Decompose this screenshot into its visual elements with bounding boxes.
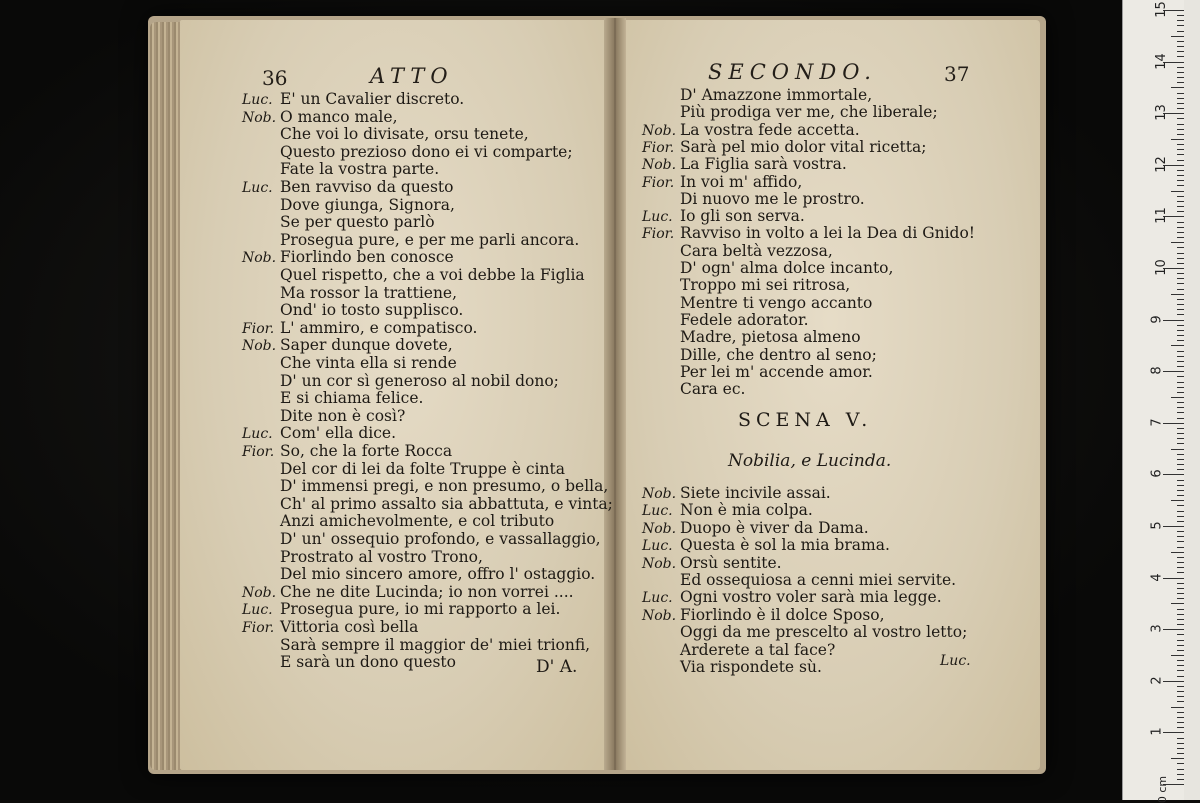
verse-text: Dite non è così?: [280, 406, 406, 425]
verse-line: [242, 231, 579, 250]
book-gutter: [604, 18, 626, 770]
verse-text: L' ammiro, e compatisco.: [280, 318, 478, 337]
verse-text: Oggi da me prescelto al vostro letto;: [680, 623, 968, 642]
verse-text: Cara beltà vezzosa,: [680, 241, 833, 260]
verse-line: [242, 442, 452, 462]
speaker-label: Nob.: [642, 520, 677, 537]
verse-text: Ravviso in volto a lei la Dea di Gnido!: [680, 224, 976, 243]
ruler-number: 7: [1149, 418, 1165, 427]
verse-line: [242, 266, 585, 285]
right-catchword: Luc.: [940, 653, 971, 669]
speaker-label: Nob.: [642, 486, 677, 502]
speaker-label: Luc.: [642, 590, 673, 607]
speaker-label: Luc.: [242, 426, 273, 443]
verse-text: So, che la forte Rocca: [280, 442, 453, 460]
verse-text: Quel rispetto, che a voi debbe la Figlia: [280, 266, 585, 284]
verse-text: Fiorlindo ben conosce: [280, 248, 454, 267]
verse-line: [642, 86, 872, 105]
verse-text: Anzi amichevolmente, e col tributo: [280, 512, 555, 531]
verse-text: Ogni vostro voler sarà mia legge.: [680, 588, 942, 607]
verse-text: Madre, pietosa almeno: [680, 328, 861, 347]
verse-line: [242, 301, 463, 320]
ruler-tick: [1163, 681, 1185, 682]
ruler-number: 6: [1149, 469, 1165, 479]
speaker-label: Nob.: [242, 338, 277, 355]
verse-line: [242, 213, 435, 232]
ruler-unit-label: 0 cm: [1156, 775, 1170, 803]
verse-text: D' immensi pregi, e non presumo, o bella,: [280, 477, 609, 496]
speaker-label: Fior.: [642, 139, 675, 156]
verse-text: Che voi lo divisate, orsu tenete,: [280, 125, 529, 144]
verse-text: E si chiama felice.: [280, 389, 424, 408]
verse-text: Fedele adorator.: [680, 310, 809, 329]
verse-text: Cara ec.: [680, 380, 746, 399]
scene-characters: Nobilia, e Lucinda.: [728, 451, 892, 471]
right-running-head: SECONDO.: [708, 60, 877, 84]
verse-text: D' un cor sì generoso al nobil dono;: [280, 371, 559, 390]
verse-line: [242, 618, 418, 638]
speaker-label: Fior.: [242, 620, 275, 636]
verse-line: [242, 196, 455, 215]
verse-line: [642, 346, 877, 365]
speaker-label: Nob.: [242, 250, 277, 267]
ruler-tick: [1171, 500, 1185, 501]
verse-text: Che ne dite Lucinda; io non vorrei ....: [280, 582, 574, 601]
verse-text: Prostrato al vostro Trono,: [280, 547, 483, 566]
verse-text: Prosegua pure, e per me parli ancora.: [280, 230, 580, 249]
verse-line: [642, 259, 893, 278]
ruler-tick: [1171, 36, 1185, 37]
ruler-strip: [1184, 0, 1200, 800]
verse-text: D' ogn' alma dolce incanto,: [680, 259, 894, 277]
verse-line: [642, 571, 956, 590]
speaker-label: Fior.: [242, 444, 275, 460]
speaker-label: Fior.: [642, 226, 675, 243]
verse-line: [242, 548, 483, 567]
scene-title: SCENA V.: [738, 409, 873, 431]
verse-line: [242, 407, 405, 426]
ruler-tick: [1171, 87, 1185, 88]
verse-text: Ond' io tosto supplisco.: [280, 301, 464, 320]
ruler-number: 10: [1153, 259, 1169, 276]
verse-text: Ch' al primo assalto sia abbattuta, e vinta;: [280, 494, 613, 513]
speaker-label: Fior.: [242, 320, 275, 337]
verse-text: Non è mia colpa.: [680, 501, 813, 520]
right-page-text-bottom: [642, 484, 972, 694]
verse-text: Del mio sincero amore, offro l' ostaggio.: [280, 565, 596, 584]
verse-line: [642, 623, 967, 642]
verse-text: Orsù sentite.: [680, 553, 782, 572]
verse-line: [242, 565, 595, 584]
speaker-label: Nob.: [242, 584, 277, 601]
verse-line: [242, 90, 464, 110]
verse-line: [642, 294, 872, 313]
verse-line: [642, 103, 938, 122]
verse-text: Saper dunque dovete,: [280, 336, 453, 355]
verse-line: [242, 108, 398, 128]
speaker-label: Luc.: [642, 538, 673, 555]
speaker-label: Luc.: [242, 602, 273, 619]
ruler-number: 9: [1149, 314, 1165, 324]
verse-text: Duopo è viver da Dama.: [680, 518, 869, 537]
speaker-label: Nob.: [242, 109, 277, 126]
verse-line: [242, 389, 423, 408]
verse-text: Questa è sol la mia brama.: [680, 536, 890, 555]
verse-text: Fiorlindo è il dolce Sposo,: [680, 605, 885, 624]
verse-line: [242, 319, 477, 339]
verse-text: Prosegua pure, io mi rapporto a lei.: [280, 600, 561, 619]
ruler-number: 1: [1149, 727, 1165, 737]
verse-line: [642, 311, 809, 330]
verse-line: [242, 160, 439, 179]
left-page-number: 36: [262, 66, 288, 90]
ruler-tick: [1163, 578, 1185, 579]
left-running-head: ATTO: [370, 64, 454, 88]
verse-text: Siete incivile assai.: [680, 484, 831, 502]
verse-text: Per lei m' accende amor.: [680, 362, 873, 381]
ruler-tick: [1171, 603, 1185, 604]
verse-text: Ed ossequiosa a cenni miei servite.: [680, 571, 957, 589]
verse-line: [642, 380, 745, 399]
verse-line: [642, 242, 833, 261]
verse-line: [642, 276, 850, 295]
ruler-number: 13: [1153, 104, 1169, 121]
speaker-label: Nob.: [642, 157, 677, 174]
verse-text: Com' ella dice.: [280, 424, 396, 443]
verse-line: [642, 641, 835, 660]
ruler-tick: [1163, 526, 1185, 527]
verse-line: [242, 424, 396, 444]
verse-line: [242, 248, 454, 268]
ruler-number: 5: [1149, 521, 1165, 530]
ruler-tick: [1171, 397, 1185, 398]
verse-line: [242, 284, 457, 303]
ruler-number: 12: [1153, 156, 1169, 173]
speaker-label: Luc.: [642, 209, 673, 226]
verse-line: [642, 658, 822, 677]
speaker-label: Nob.: [642, 555, 677, 572]
verse-text: La Figlia sarà vostra.: [680, 155, 847, 174]
verse-text: La vostra fede accetta.: [680, 120, 860, 139]
verse-text: Di nuovo me le prostro.: [680, 189, 865, 208]
verse-line: [242, 512, 554, 531]
verse-text: Via rispondete sù.: [680, 658, 822, 676]
verse-line: [242, 178, 454, 198]
verse-text: Troppo mi sei ritrosa,: [680, 276, 851, 295]
verse-line: [242, 530, 601, 549]
ruler-tick: [1163, 629, 1185, 630]
ruler-tick: [1163, 320, 1185, 321]
right-page-text-top: [642, 86, 976, 406]
speaker-label: Luc.: [242, 180, 273, 196]
verse-text: Sarà sempre il maggior de' miei trionfi,: [280, 635, 591, 654]
verse-line: [242, 143, 573, 162]
verse-text: Che vinta ella si rende: [280, 354, 457, 372]
verse-text: Dille, che dentro al seno;: [680, 345, 877, 364]
verse-line: [242, 653, 456, 672]
verse-text: Arderete a tal face?: [680, 640, 836, 659]
ruler-number: 2: [1149, 676, 1165, 685]
ruler-tick: [1171, 242, 1185, 243]
verse-text: E' un Cavalier discreto.: [280, 90, 465, 108]
verse-text: Fate la vostra parte.: [280, 160, 440, 179]
measuring-ruler: [1122, 0, 1185, 803]
verse-text: Dove giunga, Signora,: [280, 195, 455, 214]
verse-text: D' Amazzone immortale,: [680, 86, 873, 104]
verse-line: [242, 372, 559, 391]
verse-text: D' un' ossequio profondo, e vassallaggio,: [280, 530, 601, 548]
verse-line: [242, 125, 529, 144]
verse-text: Se per questo parlò: [280, 213, 435, 232]
ruler-number: 3: [1149, 624, 1165, 633]
verse-text: O manco male,: [280, 107, 398, 126]
verse-line: [242, 600, 560, 620]
verse-text: Ben ravviso da questo: [280, 178, 454, 196]
ruler-tick: [1163, 423, 1185, 424]
ruler-tick: [1171, 345, 1185, 346]
speaker-label: Luc.: [242, 92, 273, 108]
ruler-number: 15: [1153, 1, 1169, 18]
ruler-tick: [1171, 758, 1185, 759]
ruler-number: 14: [1153, 52, 1169, 70]
ruler-tick: [1171, 294, 1185, 295]
ruler-tick: [1163, 371, 1185, 372]
verse-line: [642, 363, 873, 382]
left-catchword: D' A.: [536, 657, 578, 677]
verse-line: [642, 328, 861, 347]
ruler-tick: [1171, 191, 1185, 192]
verse-text: Sarà pel mio dolor vital ricetta;: [680, 137, 927, 156]
verse-text: Questo prezioso dono ei vi comparte;: [280, 142, 573, 161]
verse-line: [642, 190, 865, 209]
ruler-tick: [1171, 552, 1185, 553]
ruler-tick: [1171, 449, 1185, 450]
verse-line: [242, 583, 574, 603]
speaker-label: Nob.: [642, 607, 677, 624]
ruler-tick: [1171, 655, 1185, 656]
verse-text: Io gli son serva.: [680, 207, 805, 226]
left-page-text: [242, 90, 613, 672]
ruler-number: 4: [1149, 572, 1165, 582]
verse-text: Mentre ti vengo accanto: [680, 293, 873, 312]
ruler-number: 8: [1149, 366, 1165, 375]
right-page-number: 37: [944, 62, 970, 86]
ruler-tick: [1163, 732, 1185, 733]
verse-line: [242, 495, 613, 514]
verse-text: Più prodiga ver me, che liberale;: [680, 103, 938, 122]
verse-line: [242, 636, 590, 655]
verse-line: [242, 354, 457, 373]
verse-line: [242, 460, 565, 479]
verse-text: Vittoria così bella: [280, 618, 419, 636]
verse-line: [242, 477, 608, 496]
speaker-label: Fior.: [642, 174, 675, 191]
speaker-label: Nob.: [642, 122, 677, 139]
verse-text: Del cor di lei da folte Truppe è cinta: [280, 459, 565, 478]
verse-text: In voi m' affido,: [680, 172, 803, 191]
verse-line: [242, 336, 453, 356]
ruler-tick: [1171, 707, 1185, 708]
verse-text: E sarà un dono questo: [280, 653, 456, 672]
speaker-label: Luc.: [642, 503, 673, 520]
ruler-number: 11: [1153, 207, 1169, 225]
verse-text: Ma rossor la trattiene,: [280, 283, 458, 302]
ruler-tick: [1171, 139, 1185, 140]
ruler-tick: [1163, 474, 1185, 475]
